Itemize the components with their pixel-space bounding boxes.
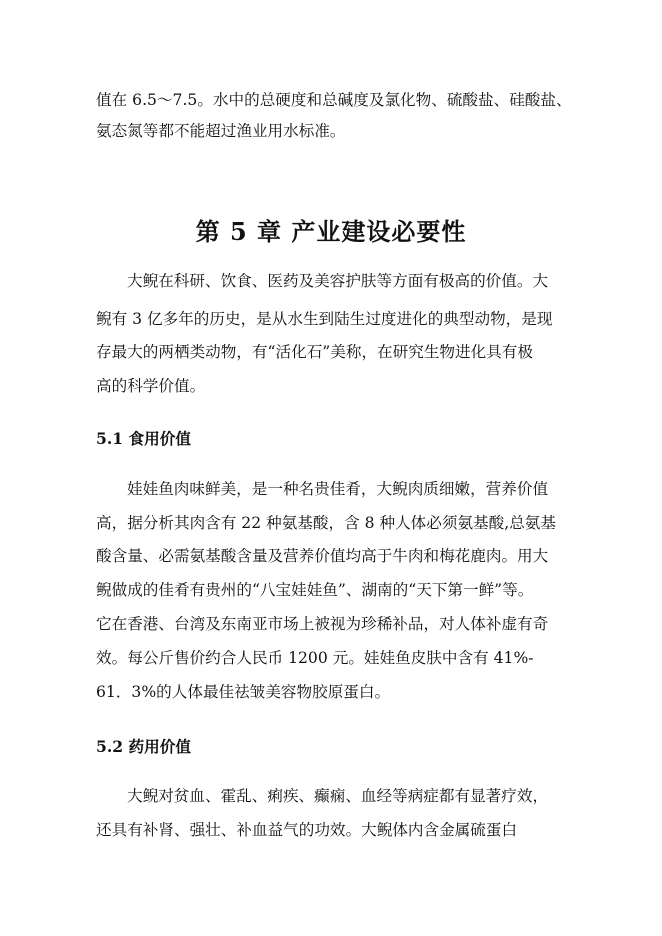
intro-line-1: 值在 6.5～7.5。水中的总硬度和总碱度及氯化物、硫酸盐、硅酸盐、 [96, 91, 572, 109]
chapter-title: 第 5 章 产业建设必要性 [195, 217, 467, 246]
food-value-line-3: 酸含量、必需氨基酸含量及营养价值均高于牛肉和梅花鹿肉。用大 [96, 547, 549, 565]
medicinal-value-line-2: 还具有补肾、强壮、补血益气的功效。大鲵体内含金属硫蛋白 [96, 821, 518, 839]
food-value-line-6: 效。每公斤售价约合人民币 1200 元。娃娃鱼皮肤中含有 41%- [96, 649, 534, 667]
section-heading-food-value: 5.1 食用价值 [96, 429, 191, 448]
chapter-para-line-3: 存最大的两栖类动物，有“活化石”美称，在研究生物进化具有极 [96, 343, 533, 361]
food-value-line-7: 61．3%的人体最佳祛皱美容物胶原蛋白。 [96, 683, 391, 701]
section-heading-medicinal-value: 5.2 药用价值 [96, 737, 191, 756]
medicinal-value-line-1: 大鲵对贫血、霍乱、痢疾、癫痫、血经等病症都有显著疗效， [127, 787, 549, 805]
food-value-line-4: 鲵做成的佳肴有贵州的“八宝娃娃鱼”、湖南的“天下第一鲜”等。 [96, 581, 534, 599]
food-value-line-5: 它在香港、台湾及东南亚市场上被视为珍稀补品，对人体补虚有奇 [96, 615, 549, 633]
chapter-para-line-2: 鲵有 3 亿多年的历史，是从水生到陆生过度进化的典型动物，是现 [96, 310, 553, 328]
intro-line-2: 氨态氮等都不能超过渔业用水标准。 [96, 122, 346, 140]
chapter-para-line-4: 高的科学价值。 [96, 377, 206, 395]
chapter-para-line-1: 大鲵在科研、饮食、医药及美容护肤等方面有极高的价值。大 [127, 272, 549, 290]
food-value-line-1: 娃娃鱼肉味鲜美，是一种名贵佳肴，大鲵肉质细嫩，营养价值 [127, 480, 549, 498]
food-value-line-2: 高，据分析其肉含有 22 种氨基酸，含 8 种人体必须氨基酸,总氨基 [96, 514, 556, 532]
